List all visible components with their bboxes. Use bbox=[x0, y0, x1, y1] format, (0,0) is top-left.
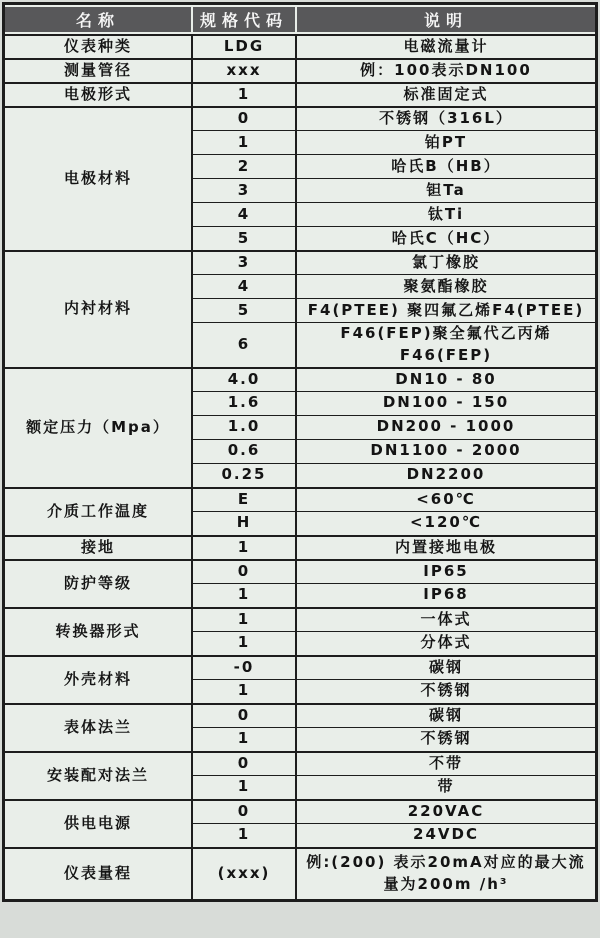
description-cell: 哈氏C（HC） bbox=[297, 226, 595, 250]
table-row bbox=[5, 487, 595, 511]
spec-code-cell: 1 bbox=[193, 775, 297, 799]
spec-code-cell: xxx bbox=[193, 58, 297, 82]
table-row bbox=[5, 535, 595, 559]
spec-code-cell: 0 bbox=[193, 751, 297, 775]
description-cell: 碳钢 bbox=[297, 655, 595, 679]
row-label-cell: 安装配对法兰 bbox=[5, 751, 193, 799]
row-label-cell: 仪表量程 bbox=[5, 847, 193, 899]
spec-code-cell: 1 bbox=[193, 583, 297, 607]
row-label-cell: 转换器形式 bbox=[5, 607, 193, 655]
spec-code-cell: E bbox=[193, 487, 297, 511]
table-row bbox=[5, 34, 595, 58]
row-label-cell: 电极材料 bbox=[5, 106, 193, 250]
description-cell: <120℃ bbox=[297, 511, 595, 535]
table-row bbox=[5, 82, 595, 106]
description-cell: 聚氨酯橡胶 bbox=[297, 274, 595, 298]
spec-code-cell: 3 bbox=[193, 178, 297, 202]
spec-code-cell: 1 bbox=[193, 82, 297, 106]
spec-code-cell: 1 bbox=[193, 607, 297, 631]
description-cell: 不锈钢（316L） bbox=[297, 106, 595, 130]
spec-code-cell: 5 bbox=[193, 226, 297, 250]
description-cell: 分体式 bbox=[297, 631, 595, 655]
column-header-description: 说明 bbox=[297, 5, 595, 34]
column-header-name: 名称 bbox=[5, 5, 193, 34]
spec-code-cell: 0 bbox=[193, 559, 297, 583]
description-cell: DN200 - 1000 bbox=[297, 415, 595, 439]
spec-table bbox=[5, 5, 595, 899]
description-cell: 例：100表示DN100 bbox=[297, 58, 595, 82]
description-cell: IP68 bbox=[297, 583, 595, 607]
table-row bbox=[5, 655, 595, 679]
table-row bbox=[5, 799, 595, 823]
description-cell: <60℃ bbox=[297, 487, 595, 511]
table-row bbox=[5, 751, 595, 775]
spec-code-cell: -0 bbox=[193, 655, 297, 679]
table-row bbox=[5, 559, 595, 583]
row-label-cell: 内衬材料 bbox=[5, 250, 193, 367]
table-row bbox=[5, 367, 595, 391]
spec-code-cell: 0 bbox=[193, 799, 297, 823]
description-cell: 哈氏B（HB） bbox=[297, 154, 595, 178]
description-cell: 氯丁橡胶 bbox=[297, 250, 595, 274]
row-label-cell: 防护等级 bbox=[5, 559, 193, 607]
spec-code-cell: 0.25 bbox=[193, 463, 297, 487]
row-label-cell: 供电电源 bbox=[5, 799, 193, 847]
spec-code-cell: 4.0 bbox=[193, 367, 297, 391]
row-label-cell: 介质工作温度 bbox=[5, 487, 193, 535]
row-label-cell: 测量管径 bbox=[5, 58, 193, 82]
description-cell: 220VAC bbox=[297, 799, 595, 823]
description-cell: 碳钢 bbox=[297, 703, 595, 727]
spec-code-cell: 1 bbox=[193, 727, 297, 751]
description-cell: IP65 bbox=[297, 559, 595, 583]
description-cell: 钽Ta bbox=[297, 178, 595, 202]
description-cell: 钛Ti bbox=[297, 202, 595, 226]
description-cell: DN100 - 150 bbox=[297, 391, 595, 415]
description-cell: 内置接地电极 bbox=[297, 535, 595, 559]
row-label-cell: 外壳材料 bbox=[5, 655, 193, 703]
spec-code-cell: 1 bbox=[193, 823, 297, 847]
description-cell: 不带 bbox=[297, 751, 595, 775]
spec-code-cell: 1 bbox=[193, 679, 297, 703]
spec-code-cell: 4 bbox=[193, 202, 297, 226]
spec-code-cell: 1.6 bbox=[193, 391, 297, 415]
description-cell: 24VDC bbox=[297, 823, 595, 847]
spec-code-cell: 0 bbox=[193, 703, 297, 727]
row-label-cell: 电极形式 bbox=[5, 82, 193, 106]
spec-code-cell: H bbox=[193, 511, 297, 535]
description-cell: 带 bbox=[297, 775, 595, 799]
table-header-row bbox=[5, 5, 595, 34]
row-label-cell: 表体法兰 bbox=[5, 703, 193, 751]
spec-code-cell: 0.6 bbox=[193, 439, 297, 463]
table-row bbox=[5, 847, 595, 899]
description-cell: 电磁流量计 bbox=[297, 34, 595, 58]
column-header-code: 规格代码 bbox=[193, 5, 297, 34]
spec-code-cell: 1 bbox=[193, 130, 297, 154]
spec-code-cell: LDG bbox=[193, 34, 297, 58]
description-cell: DN2200 bbox=[297, 463, 595, 487]
description-cell: F46(FEP)聚全氟代乙丙烯F46(FEP) bbox=[297, 322, 595, 367]
spec-table-frame bbox=[2, 2, 598, 902]
spec-code-cell: 6 bbox=[193, 322, 297, 367]
description-cell: 不锈钢 bbox=[297, 679, 595, 703]
spec-code-cell: 4 bbox=[193, 274, 297, 298]
table-row bbox=[5, 250, 595, 274]
table-row bbox=[5, 607, 595, 631]
description-cell: DN1100 - 2000 bbox=[297, 439, 595, 463]
description-cell: DN10 - 80 bbox=[297, 367, 595, 391]
description-cell: 一体式 bbox=[297, 607, 595, 631]
description-cell: 铂PT bbox=[297, 130, 595, 154]
row-label-cell: 接地 bbox=[5, 535, 193, 559]
spec-code-cell: 5 bbox=[193, 298, 297, 322]
spec-code-cell: 0 bbox=[193, 106, 297, 130]
description-cell: F4(PTEE) 聚四氟乙烯F4(PTEE) bbox=[297, 298, 595, 322]
spec-code-cell: 1 bbox=[193, 535, 297, 559]
row-label-cell: 仪表种类 bbox=[5, 34, 193, 58]
description-cell: 不锈钢 bbox=[297, 727, 595, 751]
table-row bbox=[5, 106, 595, 130]
table-row bbox=[5, 703, 595, 727]
spec-code-cell: 2 bbox=[193, 154, 297, 178]
spec-code-cell: 1.0 bbox=[193, 415, 297, 439]
spec-code-cell: (xxx) bbox=[193, 847, 297, 899]
description-cell: 例:(200) 表示20mA对应的最大流量为200m /h³ bbox=[297, 847, 595, 899]
row-label-cell: 额定压力（Mpa） bbox=[5, 367, 193, 487]
spec-code-cell: 3 bbox=[193, 250, 297, 274]
description-cell: 标准固定式 bbox=[297, 82, 595, 106]
spec-code-cell: 1 bbox=[193, 631, 297, 655]
table-row bbox=[5, 58, 595, 82]
